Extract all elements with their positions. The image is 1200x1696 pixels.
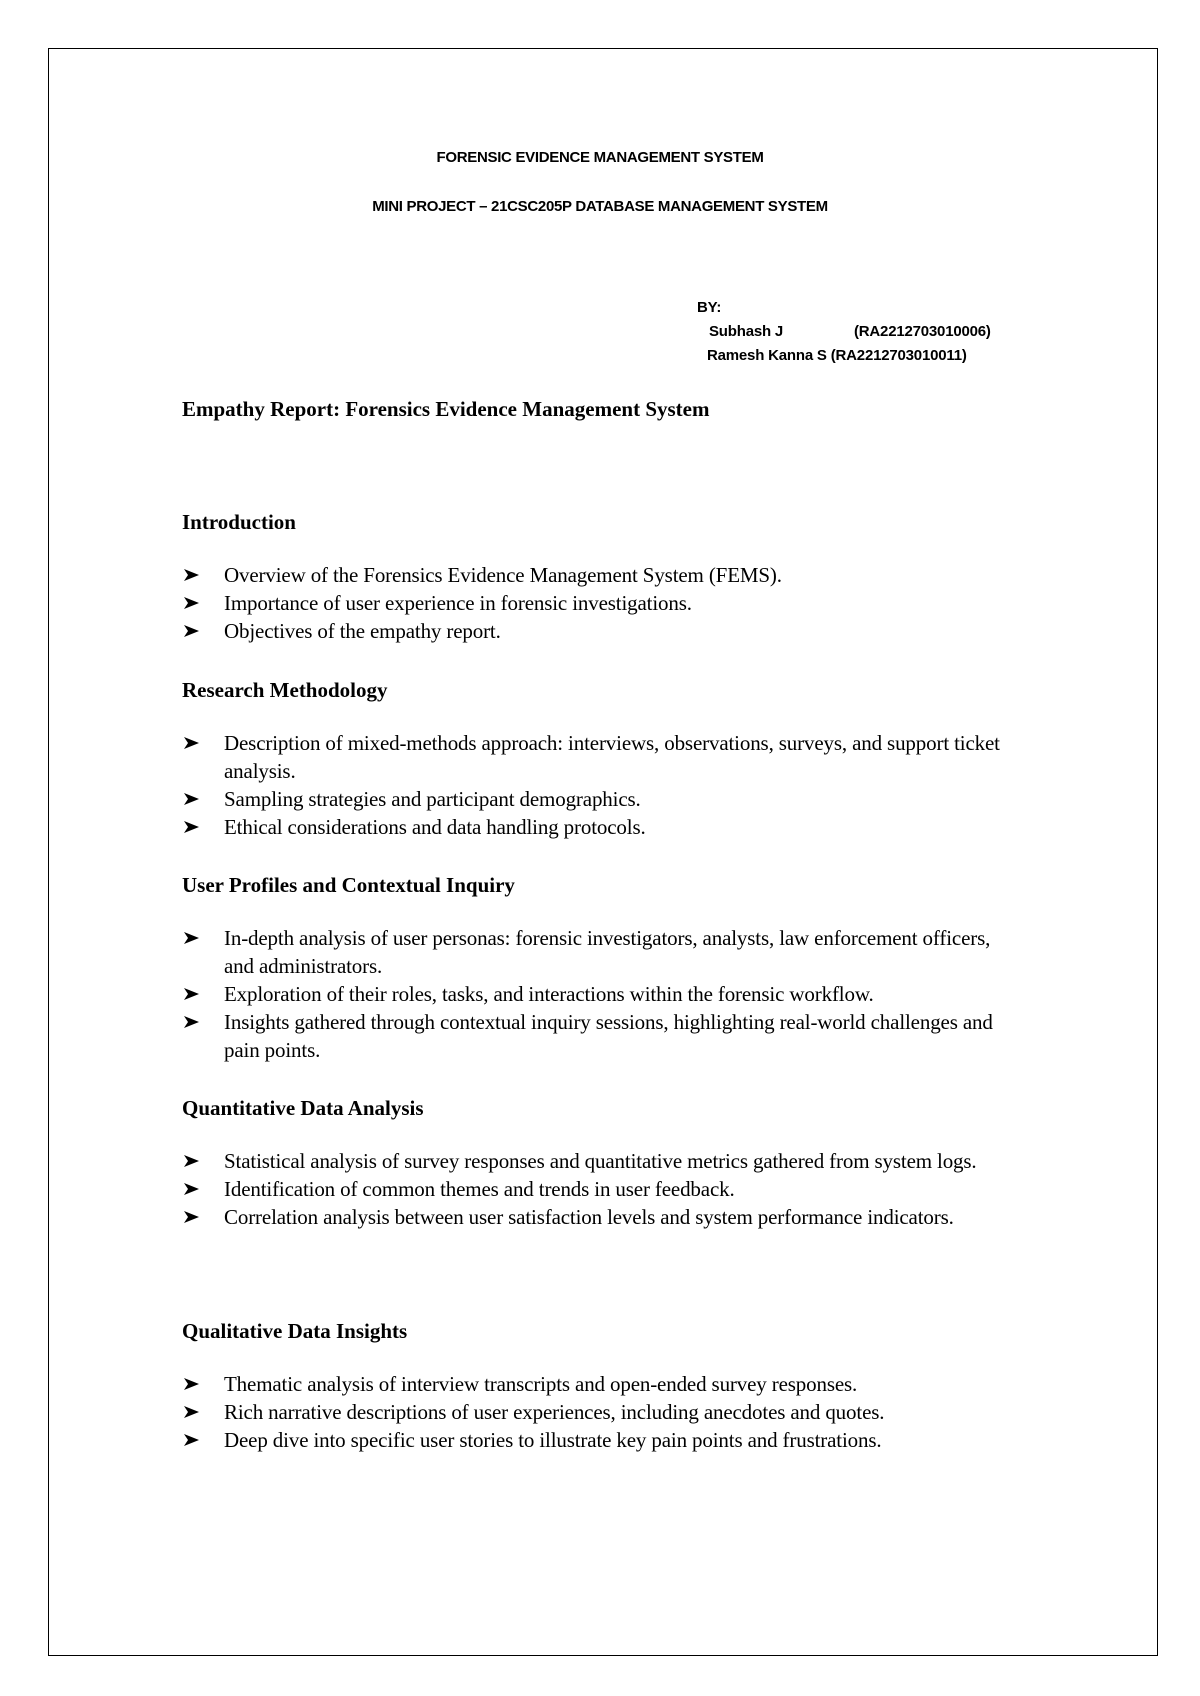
author-row <box>697 320 991 344</box>
section-heading: User Profiles and Contextual Inquiry <box>182 873 515 897</box>
bullet-item <box>182 1008 1022 1064</box>
arrowhead-bullet-icon <box>182 1370 204 1398</box>
bullet-text: Importance of user experience in forensic investigations. <box>224 591 692 615</box>
document-title: FORENSIC EVIDENCE MANAGEMENT SYSTEM <box>436 149 764 166</box>
section-heading: Quantitative Data Analysis <box>182 1096 424 1120</box>
arrowhead-bullet-icon <box>182 1398 204 1426</box>
author-id: (RA2212703010011) <box>830 347 967 364</box>
bullet-item <box>182 924 1022 980</box>
document-subtitle: MINI PROJECT – 21CSC205P DATABASE MANAGEMENT SYSTEM <box>372 198 828 215</box>
bullet-list <box>182 561 1022 645</box>
bullet-item <box>182 589 1022 617</box>
bullet-item <box>182 785 1022 813</box>
author-row <box>697 344 991 368</box>
arrowhead-bullet-icon <box>182 561 204 589</box>
bullet-text: In-depth analysis of user personas: forensic investigators, analysts, law enforcement officers, and administrators. <box>224 926 991 978</box>
arrowhead-bullet-icon <box>182 617 204 645</box>
section-heading: Qualitative Data Insights <box>182 1319 408 1343</box>
section-heading: Research Methodology <box>182 678 388 702</box>
bullet-text: Ethical considerations and data handling protocols. <box>224 815 646 839</box>
bullet-text: Deep dive into specific user stories to illustrate key pain points and frustrations. <box>224 1428 882 1452</box>
author-name: Ramesh Kanna S <box>707 347 827 364</box>
section-quantitative-analysis <box>182 1095 1022 1231</box>
bullet-item <box>182 1370 1022 1398</box>
section-heading: Introduction <box>182 510 296 534</box>
bullet-text: Insights gathered through contextual inquiry sessions, highlighting real-world challenges and pain points. <box>224 1010 993 1062</box>
arrowhead-bullet-icon <box>182 1203 204 1231</box>
bullet-text: Overview of the Forensics Evidence Management System (FEMS). <box>224 563 782 587</box>
bullet-item <box>182 1203 1022 1231</box>
bullet-text: Exploration of their roles, tasks, and interactions within the forensic workflow. <box>224 982 874 1006</box>
bullet-text: Rich narrative descriptions of user experiences, including anecdotes and quotes. <box>224 1400 885 1424</box>
bullet-text: Identification of common themes and trends in user feedback. <box>224 1177 735 1201</box>
report-title: Empathy Report: Forensics Evidence Management System <box>182 397 710 421</box>
section-research-methodology <box>182 677 1022 841</box>
author-name: Subhash J <box>709 323 784 340</box>
bullet-item <box>182 1398 1022 1426</box>
bullet-item <box>182 617 1022 645</box>
section-qualitative-insights <box>182 1318 1022 1454</box>
bullet-item <box>182 1175 1022 1203</box>
bullet-text: Statistical analysis of survey responses and quantitative metrics gathered from system logs. <box>224 1149 977 1173</box>
arrowhead-bullet-icon <box>182 924 204 952</box>
bullet-item <box>182 1426 1022 1454</box>
arrowhead-bullet-icon <box>182 1175 204 1203</box>
arrowhead-bullet-icon <box>182 729 204 757</box>
bullet-text: Sampling strategies and participant demographics. <box>224 787 641 811</box>
arrowhead-bullet-icon <box>182 1426 204 1454</box>
bullet-list <box>182 1147 1022 1231</box>
section-introduction <box>182 509 1022 645</box>
by-label: BY: <box>697 299 722 316</box>
bullet-list <box>182 924 1022 1064</box>
bullet-item <box>182 561 1022 589</box>
arrowhead-bullet-icon <box>182 980 204 1008</box>
bullet-text: Correlation analysis between user satisfaction levels and system performance indicators. <box>224 1205 954 1229</box>
bullet-item <box>182 1147 1022 1175</box>
bullet-text: Objectives of the empathy report. <box>224 619 501 643</box>
bullet-text: Thematic analysis of interview transcripts and open-ended survey responses. <box>224 1372 858 1396</box>
bullet-list <box>182 729 1022 841</box>
author-id: (RA2212703010006) <box>854 323 991 340</box>
arrowhead-bullet-icon <box>182 589 204 617</box>
bullet-list <box>182 1370 1022 1454</box>
section-user-profiles <box>182 872 1022 1064</box>
arrowhead-bullet-icon <box>182 1147 204 1175</box>
arrowhead-bullet-icon <box>182 785 204 813</box>
arrowhead-bullet-icon <box>182 1008 204 1036</box>
bullet-text: Description of mixed-methods approach: interviews, observations, surveys, and support ticket analysis. <box>224 731 1000 783</box>
bullet-item <box>182 980 1022 1008</box>
authors-block <box>697 296 991 368</box>
arrowhead-bullet-icon <box>182 813 204 841</box>
bullet-item <box>182 729 1022 785</box>
bullet-item <box>182 813 1022 841</box>
